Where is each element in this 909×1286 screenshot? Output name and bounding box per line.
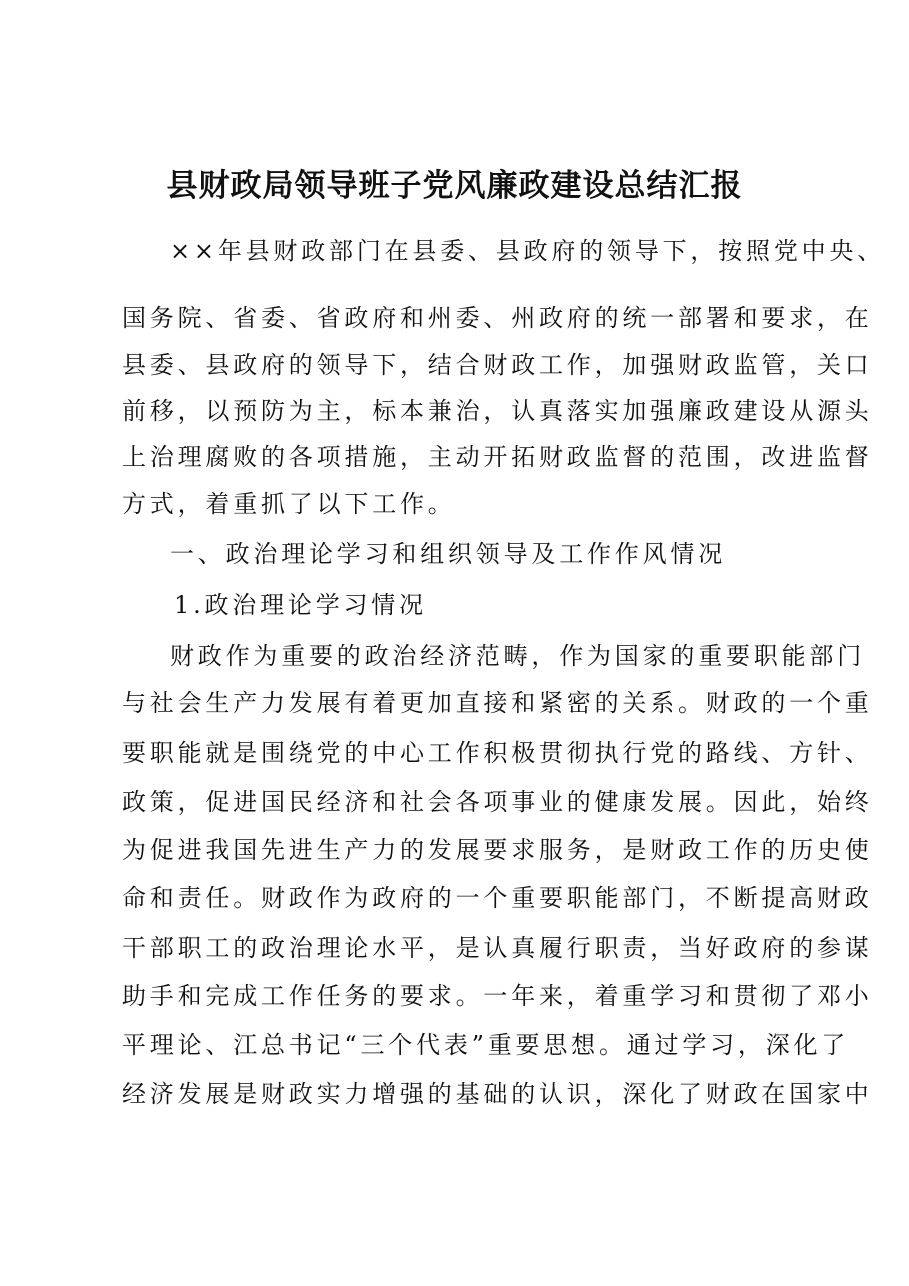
- section-heading: 一、政治理论学习和组织领导及工作作风情况: [170, 540, 726, 568]
- paragraph-line: 上治理腐败的各项措施，主动开拓财政监督的范围，改进监督: [122, 443, 873, 471]
- paragraph-line: 为促进我国先进生产力的发展要求服务，是财政工作的历史使: [122, 836, 873, 864]
- paragraph-line: 财政作为重要的政治经济范畴，作为国家的重要职能部门: [170, 642, 865, 670]
- paragraph-line: 经济发展是财政实力增强的基础的认识，深化了财政在国家中: [122, 1080, 873, 1108]
- paragraph-line: 平理论、江总书记“三个代表”重要思想。通过学习，深化了: [122, 1031, 850, 1059]
- paragraph-line: 政策，促进国民经济和社会各项事业的健康发展。因此，始终: [122, 788, 873, 816]
- paragraph-line: 干部职工的政治理论水平，是认真履行职责，当好政府的参谋: [122, 934, 873, 962]
- document-title: 县财政局领导班子党风廉政建设总结汇报: [166, 168, 743, 204]
- paragraph-line: 助手和完成工作任务的要求。一年来，着重学习和贯彻了邓小: [122, 982, 873, 1010]
- paragraph-line: 国务院、省委、省政府和州委、州政府的统一部署和要求，在: [122, 304, 873, 332]
- paragraph-line: 要职能就是围绕党的中心工作积极贯彻执行党的路线、方针、: [122, 739, 873, 767]
- paragraph-line: 前移，以预防为主，标本兼治，认真落实加强廉政建设从源头: [122, 397, 873, 425]
- paragraph-line: 方式，着重抓了以下工作。: [122, 490, 456, 518]
- paragraph-line: ××年县财政部门在县委、县政府的领导下，按照党中央、: [170, 237, 886, 265]
- paragraph-line: 县委、县政府的领导下，结合财政工作，加强财政监管，关口: [122, 351, 873, 379]
- paragraph-line: 与社会生产力发展有着更加直接和紧密的关系。财政的一个重: [122, 689, 873, 717]
- subsection-heading: 1.政治理论学习情况: [174, 591, 427, 619]
- paragraph-line: 命和责任。财政作为政府的一个重要职能部门，不断提高财政: [122, 884, 873, 912]
